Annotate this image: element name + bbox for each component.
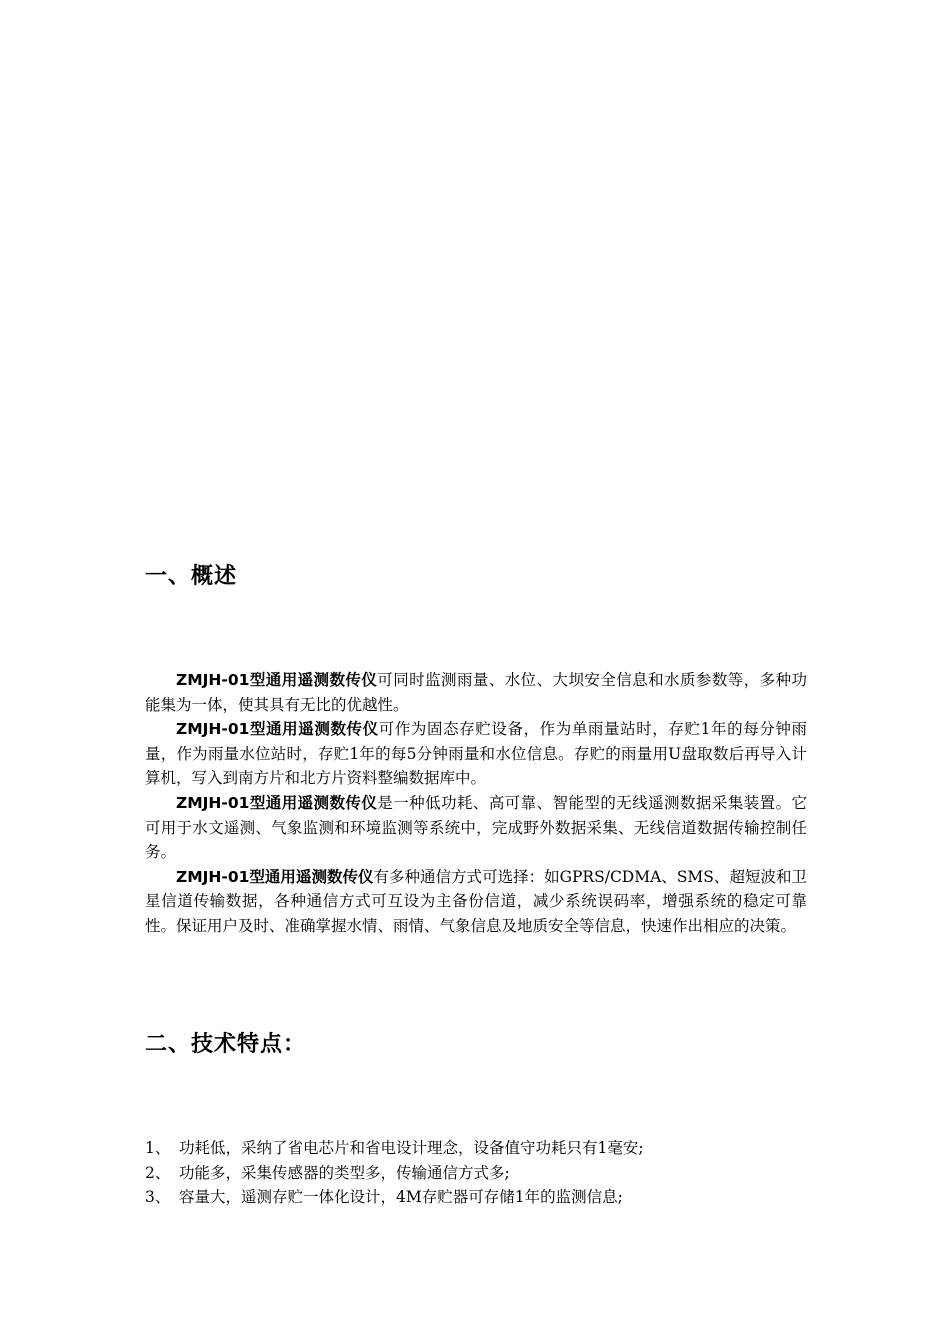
list-number: 1、 [145, 1139, 171, 1157]
product-name: ZMJH-01型通用遥测数传仪 [176, 867, 374, 886]
feature-list [145, 1136, 807, 1210]
product-name: ZMJH-01型通用遥测数传仪 [176, 720, 379, 739]
paragraph-text: 有多种通信方式可选择：如GPRS/CDMA、SMS、超短波和卫星信道传输数据，各种通信方式可互设为主备份信道，减少系统误码率，增强系统的稳定可靠性。保证用户及时、准确掌握水情、雨情、气象信息及地质安全等信息，快速作出相应的决策。 [145, 867, 807, 935]
list-text: 功耗低，采纳了省电芯片和省电设计理念，设备值守功耗只有1毫安; [179, 1139, 644, 1157]
paragraph-text: 可同时监测雨量、水位、大坝安全信息和水质参数等，多种功能集为一体，使其具有无比的优越性。 [145, 671, 807, 714]
list-item [145, 1185, 807, 1210]
overview-paragraph [145, 865, 807, 939]
paragraph-text: 可作为固态存贮设备，作为单雨量站时，存贮1年的每分钟雨量，作为雨量水位站时，存贮1年的每5分钟雨量和水位信息。存贮的雨量用U盘取数后再导入计算机，写入到南方片和北方片资料整编数据库中。 [145, 720, 807, 788]
list-text: 容量大，遥测存贮一体化设计，4M存贮器可存储1年的监测信息; [179, 1188, 623, 1207]
product-name: ZMJH-01型通用遥测数传仪 [176, 793, 378, 812]
section-heading-features: 二、技术特点： [145, 1032, 307, 1057]
list-text: 功能多，采集传感器的类型多，传输通信方式多; [179, 1163, 510, 1182]
list-number: 3、 [145, 1188, 171, 1207]
overview-paragraph [145, 668, 807, 717]
overview-paragraph [145, 717, 807, 791]
list-number: 2、 [145, 1163, 171, 1182]
list-item [145, 1136, 807, 1161]
paragraph-text: 是一种低功耗、高可靠、智能型的无线遥测数据采集装置。它可用于水文遥测、气象监测和环境监测等系统中，完成野外数据采集、无线信道数据传输控制任务。 [145, 793, 807, 862]
section-heading-overview: 一、概述 [145, 564, 238, 589]
product-name: ZMJH-01型通用遥测数传仪 [176, 671, 378, 689]
overview-body [145, 668, 807, 939]
overview-paragraph [145, 791, 807, 865]
list-item [145, 1161, 807, 1186]
